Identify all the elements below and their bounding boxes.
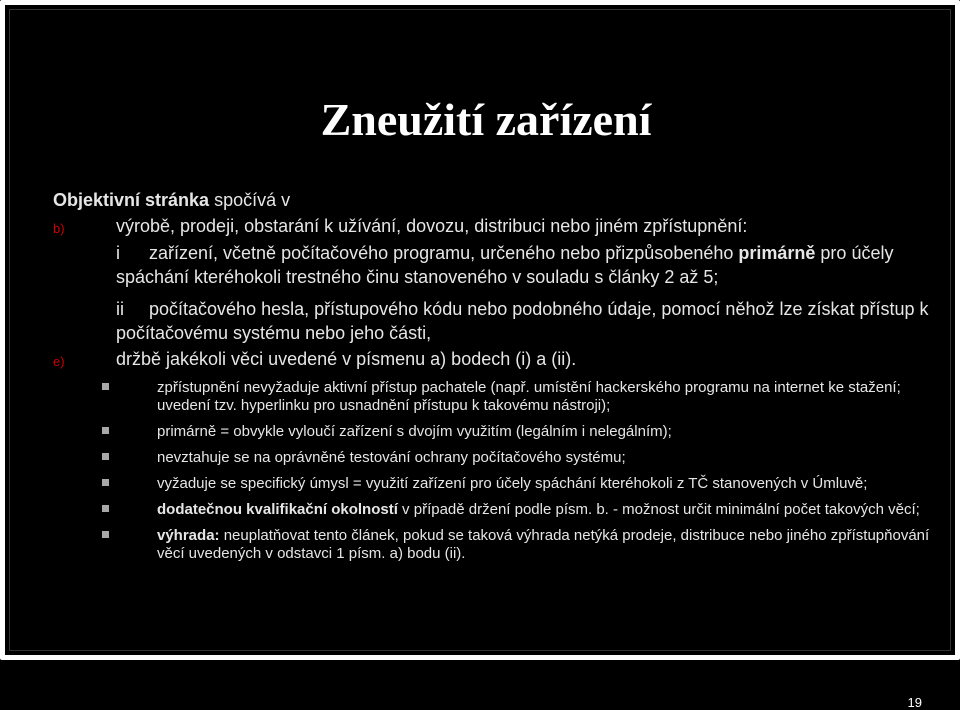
bullet-text: v případě držení podle písm. b. - možnost určit minimální počet takových věcí; [397,501,920,518]
item-marker-b: b) [53,221,65,236]
item-e-text: držbě jakékoli věci uvedené v písmenu a) bodech (i) a (ii). [116,349,577,369]
square-bullet-icon [102,479,109,486]
subitem-i-text-before: zařízení, včetně počítačového programu, určeného nebo přizpůsobeného [149,243,739,263]
subitem-i-marker: i [116,243,120,263]
subitem-ii-marker: ii [116,299,124,319]
subitem-ii [53,297,933,345]
intro-line [53,188,933,212]
square-bullet-icon [102,427,109,434]
list-item [157,379,933,415]
list-item [157,423,933,441]
list-item [157,527,933,563]
bullet-bold: dodatečnou kvalifikační okolností [157,501,398,518]
bullet-text: primárně = obvykle vyloučí zařízení s dvojím využitím (legálním i nelegálním); [157,423,672,440]
item-e [53,347,933,371]
square-bullet-icon [102,453,109,460]
bullet-list [53,379,933,563]
subitem-i-text-bold: primárně [738,243,816,263]
bullet-text: neuplatňovat tento článek, pokud se taková výhrada netýká prodeje, distribuce nebo jiného zpřístupňování věcí uvedených v odstavci 1 písm. a) bodu (ii). [157,527,930,562]
slide-content [53,188,933,571]
subitem-i [53,241,933,289]
square-bullet-icon [102,505,109,512]
list-item [157,475,933,493]
square-bullet-icon [102,383,109,390]
subitem-ii-text: počítačového hesla, přístupového kódu nebo podobného údaje, pomocí něhož lze získat přístup k počítačovému systému nebo jeho části, [116,299,929,343]
list-item [157,501,933,519]
item-b [53,214,933,238]
item-marker-e: e) [53,354,65,369]
bullet-text: vyžaduje se specifický úmysl = využití zařízení pro účely spáchání kteréhokoli z TČ stanovených v Úmluvě; [157,475,868,492]
list-item [157,449,933,467]
bullet-text: zpřístupnění nevyžaduje aktivní přístup pachatele (např. umístění hackerského programu na internet ke stažení; uvedení tzv. hyperlinku pro usnadnění přístupu k takovému nástroji); [157,379,901,414]
intro-rest: spočívá v [209,190,291,210]
item-b-text: výrobě, prodeji, obstarání k užívání, dovozu, distribuci nebo jiném zpřístupnění: [116,216,748,236]
intro-bold: Objektivní stránka [53,190,210,210]
page-number: 19 [907,695,922,710]
square-bullet-icon [102,531,109,538]
slide-title: Zneužití zařízení [320,94,652,145]
subitem-i-text-after: pro účely spáchání kteréhokoli trestného činu stanoveného v souladu s články 2 až 5; [116,243,894,287]
bullet-bold: výhrada: [157,527,220,544]
bullet-text: nevztahuje se na oprávněné testování ochrany počítačového systému; [157,449,626,466]
